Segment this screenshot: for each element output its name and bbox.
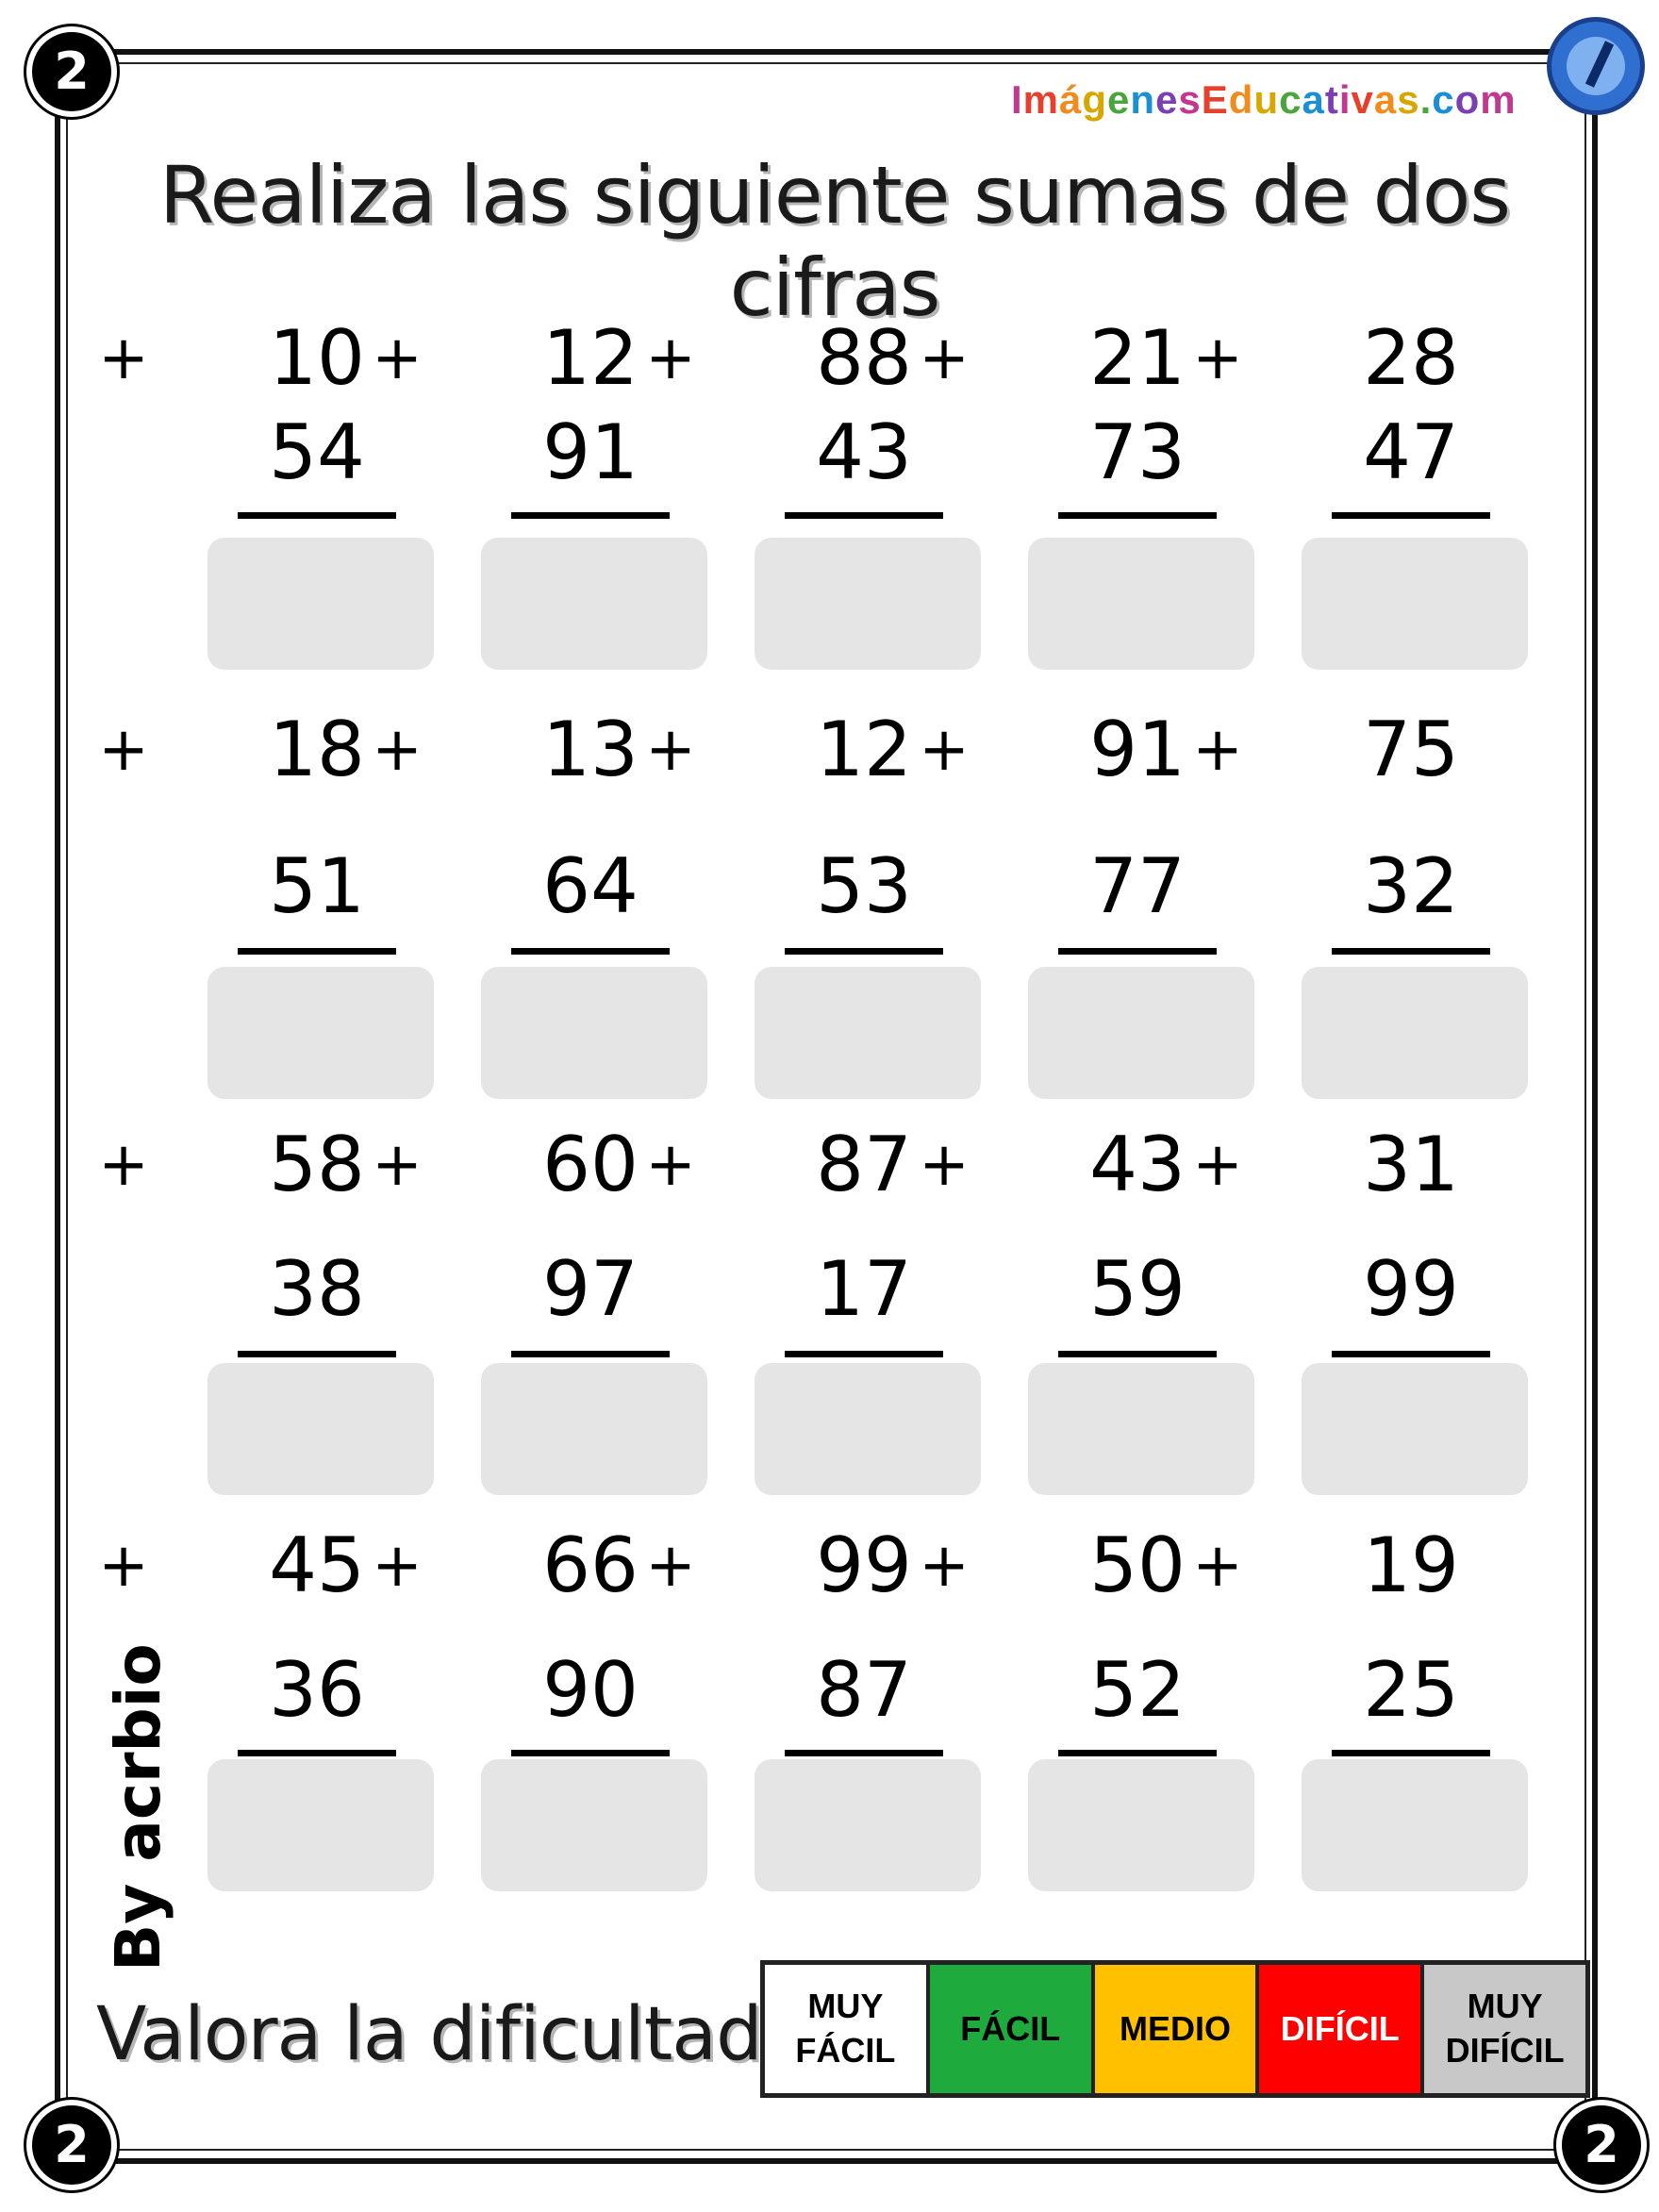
sum-line <box>238 1351 396 1357</box>
site-name-letter: . <box>1419 77 1433 122</box>
answer-box[interactable] <box>755 538 981 670</box>
plus-sign: + <box>919 324 970 393</box>
addend-bottom: 47 <box>1363 408 1459 496</box>
site-logo-icon <box>1547 17 1645 115</box>
answer-box[interactable] <box>1028 538 1254 670</box>
addend-bottom: 36 <box>269 1646 365 1734</box>
addend-top: 21 <box>1089 314 1186 402</box>
addend-bottom: 54 <box>269 408 365 496</box>
answer-box[interactable] <box>1028 1759 1254 1891</box>
answer-box[interactable] <box>1302 1759 1528 1891</box>
addend-bottom: 90 <box>542 1646 639 1734</box>
addend-top: 28 <box>1363 314 1459 402</box>
addend-top: 99 <box>816 1522 912 1609</box>
difficulty-option[interactable]: FÁCIL <box>930 1965 1095 2093</box>
answer-box[interactable] <box>1028 1363 1254 1495</box>
answer-box[interactable] <box>481 1759 707 1891</box>
addend-bottom: 43 <box>816 408 912 496</box>
rating-label: Valora la dificultad <box>96 1992 762 2077</box>
difficulty-option[interactable]: MEDIO <box>1095 1965 1260 2093</box>
site-name-letter: m <box>1022 77 1060 122</box>
corner-badge-top-left: 2 <box>26 26 117 117</box>
difficulty-option[interactable]: DIFÍCIL <box>1259 1965 1424 2093</box>
site-name-letter: t <box>1324 77 1339 122</box>
sum-line <box>1332 1351 1490 1357</box>
addend-top: 91 <box>1089 706 1186 793</box>
sum-line <box>511 1351 670 1357</box>
site-name-letter: s <box>1178 77 1202 122</box>
addend-top: 87 <box>816 1121 912 1208</box>
addend-top: 18 <box>269 706 365 793</box>
site-name-letter: n <box>1130 77 1156 122</box>
answer-box[interactable] <box>481 538 707 670</box>
sum-line <box>511 512 670 519</box>
addend-bottom: 97 <box>542 1245 639 1333</box>
site-name-letter: g <box>1082 77 1108 122</box>
site-name <box>1011 77 1517 123</box>
addend-top: 58 <box>269 1121 365 1208</box>
sum-line <box>1058 948 1217 955</box>
plus-sign: + <box>645 1531 696 1601</box>
addend-bottom: 87 <box>816 1646 912 1734</box>
answer-box[interactable] <box>1302 538 1528 670</box>
addend-top: 43 <box>1089 1121 1186 1208</box>
addend-bottom: 17 <box>816 1245 912 1333</box>
site-name-letter: a <box>1302 77 1325 122</box>
plus-sign: + <box>1192 324 1243 393</box>
addend-bottom: 77 <box>1089 842 1186 930</box>
answer-box[interactable] <box>481 967 707 1099</box>
plus-sign: + <box>919 1531 970 1601</box>
answer-box[interactable] <box>207 967 434 1099</box>
addend-bottom: 52 <box>1089 1646 1186 1734</box>
sum-line <box>1332 512 1490 519</box>
plus-sign: + <box>372 324 423 393</box>
plus-sign: + <box>372 715 423 785</box>
addend-top: 50 <box>1089 1522 1186 1609</box>
answer-box[interactable] <box>481 1363 707 1495</box>
site-name-letter: e <box>1107 77 1131 122</box>
sum-line <box>785 512 943 519</box>
sum-line <box>1058 1351 1217 1357</box>
addend-top: 12 <box>816 706 912 793</box>
plus-sign: + <box>645 1130 696 1200</box>
site-name-letter: I <box>1011 77 1023 122</box>
sum-line <box>238 1750 396 1756</box>
addend-top: 45 <box>269 1522 365 1609</box>
answer-box[interactable] <box>207 1759 434 1891</box>
difficulty-scale <box>760 1960 1590 2098</box>
plus-sign: + <box>645 715 696 785</box>
plus-sign: + <box>372 1531 423 1601</box>
addend-bottom: 53 <box>816 842 912 930</box>
sum-line <box>1058 1750 1217 1756</box>
page-title: Realiza las siguiente sumas de dos cifras <box>158 149 1511 334</box>
plus-sign: + <box>98 324 149 393</box>
addend-bottom: 73 <box>1089 408 1186 496</box>
site-name-letter: i <box>1338 77 1352 122</box>
sum-line <box>1332 948 1490 955</box>
addend-top: 12 <box>542 314 639 402</box>
sum-line <box>785 948 943 955</box>
answer-box[interactable] <box>755 1759 981 1891</box>
site-name-letter: á <box>1059 77 1083 122</box>
plus-sign: + <box>919 1130 970 1200</box>
answer-box[interactable] <box>1028 967 1254 1099</box>
addend-top: 75 <box>1363 706 1459 793</box>
site-name-letter: e <box>1155 77 1179 122</box>
site-name-letter: E <box>1201 77 1229 122</box>
plus-sign: + <box>98 1130 149 1200</box>
addend-bottom: 51 <box>269 842 365 930</box>
site-name-letter: m <box>1480 77 1517 122</box>
addend-bottom: 32 <box>1363 842 1459 930</box>
answer-box[interactable] <box>1302 967 1528 1099</box>
sum-line <box>511 1750 670 1756</box>
sum-line <box>238 948 396 955</box>
answer-box[interactable] <box>207 1363 434 1495</box>
sum-line <box>1058 512 1217 519</box>
plus-sign: + <box>372 1130 423 1200</box>
site-name-letter: a <box>1373 77 1398 122</box>
sum-line <box>1332 1750 1490 1756</box>
plus-sign: + <box>1192 1531 1243 1601</box>
answer-box[interactable] <box>207 538 434 670</box>
sum-line <box>785 1351 943 1357</box>
plus-sign: + <box>1192 715 1243 785</box>
addend-top: 31 <box>1363 1121 1459 1208</box>
difficulty-option[interactable]: MUY FÁCIL <box>765 1965 930 2093</box>
site-name-letter: c <box>1432 77 1455 122</box>
site-name-letter: s <box>1397 77 1420 122</box>
addend-top: 13 <box>542 706 639 793</box>
plus-sign: + <box>919 715 970 785</box>
addend-top: 60 <box>542 1121 639 1208</box>
plus-sign: + <box>98 1531 149 1601</box>
corner-badge-bottom-right: 2 <box>1556 2100 1647 2190</box>
site-name-letter: o <box>1454 77 1481 122</box>
addend-top: 66 <box>542 1522 639 1609</box>
sum-line <box>238 512 396 519</box>
addend-bottom: 91 <box>542 408 639 496</box>
site-name-letter: d <box>1228 77 1254 122</box>
site-name-letter: c <box>1279 77 1302 122</box>
answer-box[interactable] <box>1302 1363 1528 1495</box>
addend-bottom: 38 <box>269 1245 365 1333</box>
plus-sign: + <box>645 324 696 393</box>
addend-bottom: 99 <box>1363 1245 1459 1333</box>
answer-box[interactable] <box>755 1363 981 1495</box>
site-name-letter: v <box>1351 77 1374 122</box>
addend-bottom: 25 <box>1363 1646 1459 1734</box>
addend-top: 19 <box>1363 1522 1459 1609</box>
difficulty-option[interactable]: MUY DIFÍCIL <box>1424 1965 1585 2093</box>
addend-top: 88 <box>816 314 912 402</box>
addend-bottom: 59 <box>1089 1245 1186 1333</box>
plus-sign: + <box>1192 1130 1243 1200</box>
author-byline: By acrbio <box>102 1643 174 1971</box>
site-name-letter: u <box>1253 77 1280 122</box>
corner-badge-bottom-left: 2 <box>26 2100 117 2190</box>
answer-box[interactable] <box>755 967 981 1099</box>
sum-line <box>785 1750 943 1756</box>
addend-top: 10 <box>269 314 365 402</box>
plus-sign: + <box>98 715 149 785</box>
sum-line <box>511 948 670 955</box>
addend-bottom: 64 <box>542 842 639 930</box>
